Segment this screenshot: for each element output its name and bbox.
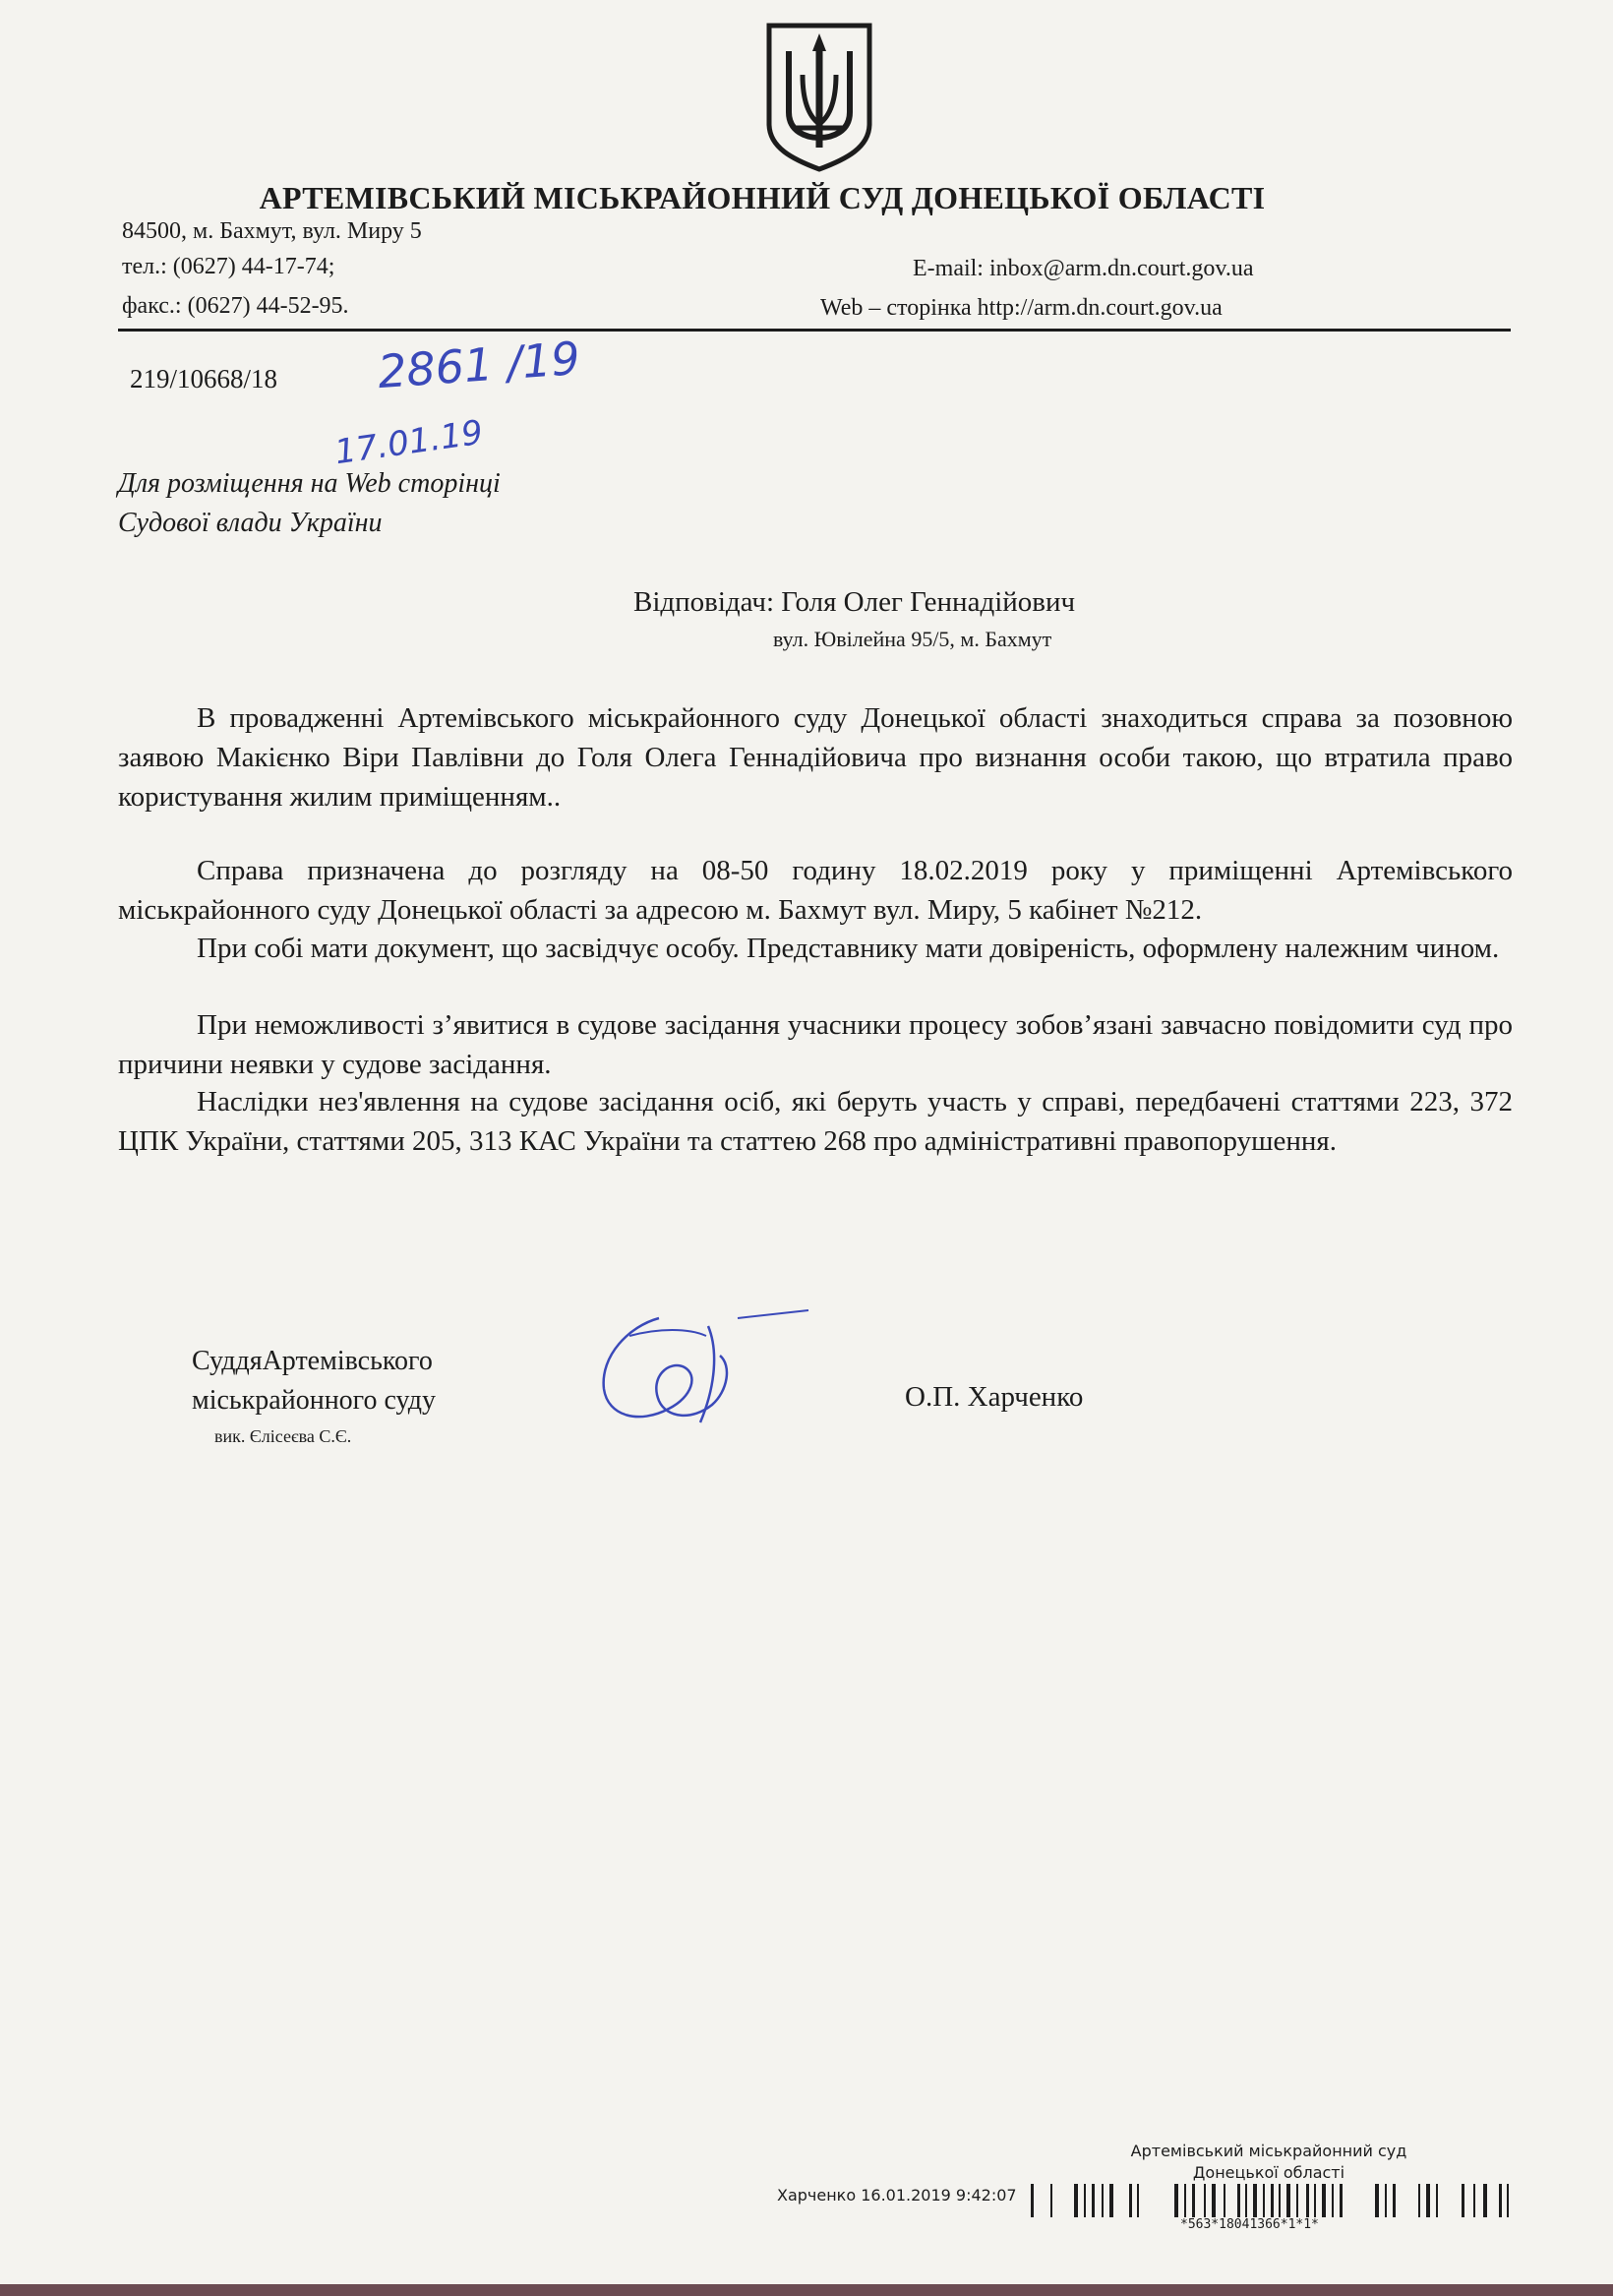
placement-note-line1: Для розміщення на Web сторінці bbox=[118, 468, 501, 499]
judge-name: О.П. Харченко bbox=[905, 1381, 1084, 1413]
court-website: Web – сторінка http://arm.dn.court.gov.ua bbox=[820, 295, 1223, 321]
body-paragraph: Наслідки нез'явлення на судове засідання осіб, які беруть участь у справі, передбачені статтями 223, 372 ЦПК України, статтями 205, 313 КАС України та статтею 268 про адміністративні правопорушення. bbox=[118, 1086, 1513, 1157]
judge-title-line1: СуддяАртемівського bbox=[192, 1346, 433, 1376]
scan-bottom-edge bbox=[0, 2284, 1613, 2296]
court-phone: тел.: (0627) 44-17-74; bbox=[122, 254, 335, 279]
court-name: АРТЕМІВСЬКИЙ МІСЬКРАЙОННИЙ СУД ДОНЕЦЬКОЇ ОБЛАСТІ bbox=[259, 180, 1266, 215]
body-paragraph: При неможливості з’явитися в судове засідання учасники процесу зобов’язані завчасно повідомити суд про причини неявки у судове засідання. bbox=[118, 1009, 1513, 1080]
body-paragraph: Справа призначена до розгляду на 08-50 годину 18.02.2019 року у приміщенні Артемівського міськрайонного суду Донецької області за адресою м. Бахмут вул. Миру, 5 кабінет №212. bbox=[118, 855, 1513, 926]
placement-note-line2: Судової влади України bbox=[118, 508, 383, 538]
body-paragraph: В провадженні Артемівського міськрайонного суду Донецької області знаходиться справа за позовною заявою Макієнко Віри Павлівни до Голя Олега Геннадійовича про визнання особи такою, що втратила право користування жилим приміщенням.. bbox=[118, 702, 1513, 813]
body-paragraph: При собі мати документ, що засвідчує особу. Представнику мати довіреність, оформлену належним чином. bbox=[197, 933, 1500, 964]
judge-title-line2: міськрайонного суду bbox=[192, 1385, 437, 1416]
registration-record: Харченко 16.01.2019 9:42:07 bbox=[777, 2186, 1017, 2205]
case-number: 219/10668/18 bbox=[130, 364, 278, 393]
defendant-address: вул. Ювілейна 95/5, м. Бахмут bbox=[773, 627, 1052, 651]
court-address: 84500, м. Бахмут, вул. Миру 5 bbox=[122, 218, 422, 244]
judge-title bbox=[192, 1342, 436, 1420]
executor-note: вик. Єлісеєва С.Є. bbox=[214, 1426, 352, 1446]
handwritten-signature-icon bbox=[590, 1306, 826, 1444]
barcode-icon bbox=[1031, 2182, 1513, 2221]
barcode-number: *563*18041366*1*1* bbox=[1180, 2217, 1319, 2229]
stamp-court-line2: Донецької області bbox=[1192, 2163, 1345, 2182]
court-email: E-mail: inbox@arm.dn.court.gov.ua bbox=[913, 256, 1254, 281]
handwritten-outgoing-number: 2861 /19 bbox=[376, 331, 582, 399]
defendant-label: Відповідач: Голя Олег Геннадійович bbox=[633, 586, 1076, 618]
court-fax: факс.: (0627) 44-52-95. bbox=[122, 293, 349, 319]
stamp-court-line1: Артемівський міськрайонний суд bbox=[1130, 2142, 1407, 2160]
registration-stamp-court bbox=[1092, 2141, 1446, 2184]
letterhead-divider bbox=[118, 329, 1511, 332]
trident-coat-of-arms-icon bbox=[763, 22, 875, 173]
handwritten-date: 17.01.19 bbox=[331, 412, 486, 473]
